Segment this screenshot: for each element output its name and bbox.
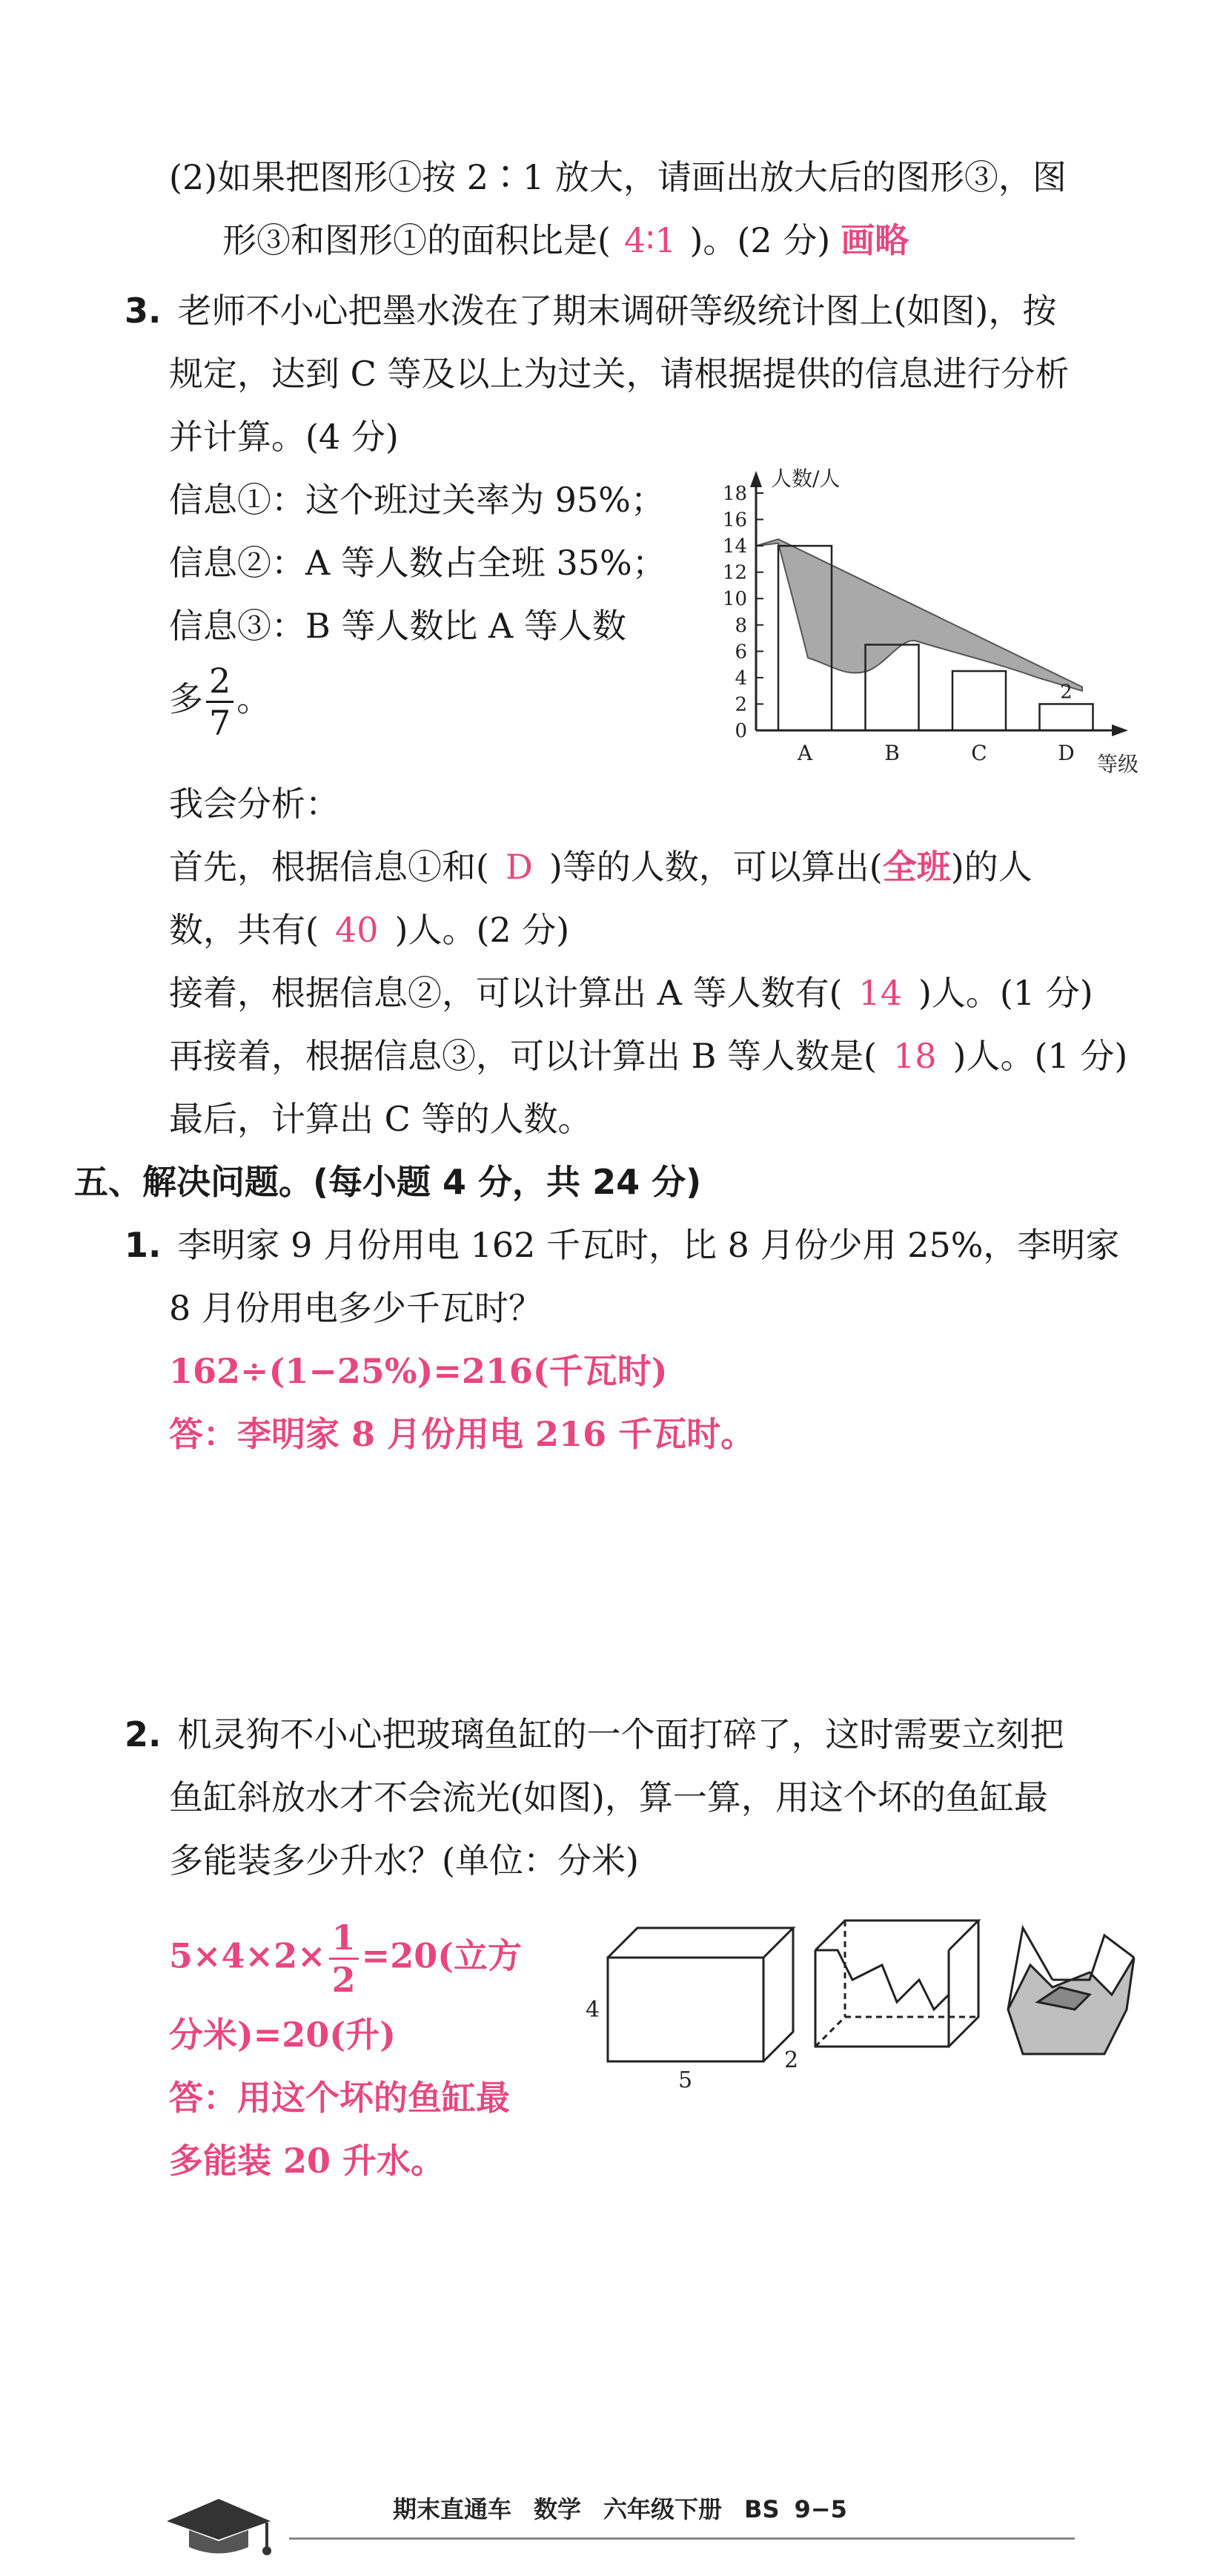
p2-line1: 2. 机灵狗不小心把玻璃鱼缸的一个面打碎了，这时需要立刻把 [125,1714,1064,1754]
q3-line2: 规定，达到 C 等及以上为过关，请根据提供的信息进行分析 [169,354,1070,394]
p1-line2: 8 月份用电多少千瓦时？ [169,1288,543,1328]
step-4: 最后，计算出 C 等的人数。 [169,1099,592,1139]
y-tick-label: 14 [722,535,747,558]
p2-number: 2. [125,1714,162,1754]
p1-answer-sentence: 答：李明家 8 月份用电 216 千瓦时。 [169,1414,755,1454]
fish-tank-figures [571,1898,1149,2091]
p2-answer-line2: 分米)=20(升) [169,2015,396,2055]
y-axis-label: 人数/人 [771,466,841,491]
y-tick-label: 12 [722,561,747,584]
broken-tank-figure [815,1921,978,2047]
q2-2-line2: 形③和图形①的面积比是( 4∶1 )。(2 分) 画略 [222,220,909,260]
section-5-title: 五、解决问题。(每小题 4 分，共 24 分) [74,1162,702,1202]
drawing-omitted-note: 画略 [841,220,909,260]
x-tick-label: C [971,741,987,765]
y-tick-label: 18 [722,483,747,505]
fraction-two-sevenths: $\frac{2}{7}$ [206,664,233,740]
analysis-title: 我会分析： [169,784,339,824]
dim-length-label: 5 [678,2067,693,2091]
p1-answer-equation: 162÷(1−25%)=216(千瓦时) [169,1351,668,1391]
info-2: 信息②：A 等人数占全班 35%； [169,543,666,583]
p2-line2: 鱼缸斜放水才不会流光(如图)，算一算，用这个坏的鱼缸最 [169,1777,1048,1817]
y-tick-label: 4 [735,667,747,690]
y-axis-arrow-icon [750,471,762,487]
p1-number: 1. [125,1225,162,1265]
footer-rule [289,2537,1075,2540]
step-1b: 数，共有( 40 )人。(2 分) [169,910,570,950]
p1-line1: 1. 李明家 9 月份用电 162 千瓦时，比 8 月份少用 25%，李明家 [125,1225,1120,1265]
p2-answer-line1: 5×4×2× $\frac{1}{2}$ =20(立方 [169,1918,522,2000]
tilted-tank-figure [1008,1928,1134,2054]
ratio-answer: 4∶1 [623,220,677,260]
x-tick-label: A [797,741,813,765]
bar-c [952,671,1006,730]
y-tick-label: 16 [722,509,747,532]
step-1: 首先，根据信息①和( D )等的人数，可以算出(全班)的人 [169,847,1033,887]
info-3: 信息③：B 等人数比 A 等人数 [169,606,626,646]
dim-height-label: 4 [586,1997,600,2023]
p2-answer-line3: 答：用这个坏的鱼缸最 [169,2078,510,2118]
fraction-one-half: $\frac{1}{2}$ [329,1921,359,1997]
p2-answer-line4: 多能装 20 升水。 [169,2141,445,2181]
grade-statistics-chart [704,463,1164,782]
answer-whole-class: 全班 [882,847,951,887]
answer-40: 40 [334,910,379,950]
info-3-cont: 多 $\frac{2}{7}$ 。 [169,661,271,743]
y-tick-label: 8 [735,614,747,637]
y-tick-label: 6 [735,641,747,664]
p2-line3: 多能装多少升水？(单位：分米) [169,1840,639,1880]
graduation-cap-icon [159,2491,278,2558]
step-3: 再接着，根据信息③，可以计算出 B 等人数是( 18 )人。(1 分) [169,1036,1128,1076]
cuboid-figure [608,1928,793,2061]
y-tick-label: 10 [722,588,747,611]
answer-d: D [505,847,533,887]
step-2: 接着，根据信息②，可以计算出 A 等人数有( 14 )人。(1 分) [169,973,1093,1013]
x-axis-arrow-icon [1112,724,1128,736]
answer-18: 18 [893,1036,937,1076]
answer-14: 14 [858,973,902,1013]
x-axis-label: 等级 [1097,752,1139,776]
q3-line1: 3. 老师不小心把墨水泼在了期末调研等级统计图上(如图)，按 [125,291,1057,331]
info-1: 信息①：这个班过关率为 95%； [169,480,665,520]
q3-line3: 并计算。(4 分) [169,417,399,457]
q3-number: 3. [125,291,162,331]
data-label-d: 2 [1060,681,1073,704]
x-tick-label: B [884,741,900,765]
dim-width-label: 2 [784,2047,799,2073]
y-tick-label: 0 [735,720,747,742]
q2-2-line1: (2)如果把图形①按 2∶1 放大，请画出放大后的图形③，图 [169,157,1067,197]
x-tick-label: D [1058,741,1075,765]
y-tick-label: 2 [735,693,747,716]
footer: 期末直通车 数学 六年级下册 BS 9−5 [393,2495,847,2523]
bar-d [1040,704,1093,730]
